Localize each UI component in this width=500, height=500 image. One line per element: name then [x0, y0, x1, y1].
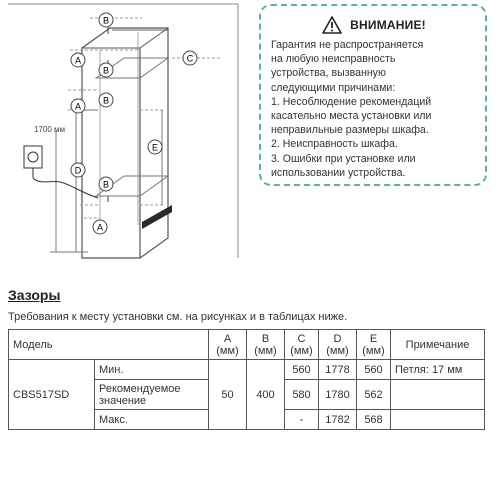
a-value: 50: [209, 360, 247, 430]
header-c: C (мм): [285, 330, 319, 360]
warning-title: ВНИМАНИЕ!: [350, 18, 426, 32]
row-label: Макс.: [95, 410, 209, 430]
row-label: Мин.: [95, 360, 209, 380]
power-cable: [33, 178, 98, 198]
svg-text:B: B: [102, 179, 110, 190]
label-b-lower: [99, 177, 113, 191]
warning-line: использовании устройства.: [271, 166, 406, 179]
e-value: 562: [357, 380, 391, 410]
svg-text:D: D: [74, 165, 82, 176]
svg-text:E: E: [151, 142, 159, 153]
label-d: [71, 163, 85, 177]
e-value: 560: [357, 360, 391, 380]
warning-line: устройства, вызванную: [271, 67, 386, 80]
installation-diagram: [0, 0, 245, 260]
model-cell: CBS517SD: [9, 360, 95, 430]
svg-text:B: B: [102, 65, 110, 76]
b-value: 400: [247, 360, 285, 430]
warning-box: [259, 4, 487, 186]
gaps-table: [8, 329, 485, 430]
warning-text: [271, 38, 477, 180]
header-e: E (мм): [357, 330, 391, 360]
label-a-top: [71, 53, 85, 67]
label-c: [183, 51, 197, 65]
header-a: A (мм): [209, 330, 247, 360]
warning-line: на любую неисправность: [271, 53, 396, 66]
warning-line: касательно места установки или: [271, 110, 432, 123]
warning-line: 3. Ошибки при установке или: [271, 152, 416, 165]
warning-line: Гарантия не распространяется: [271, 39, 424, 51]
header-model: Модель: [9, 330, 209, 360]
warning-line: 1. Несоблюдение рекомендаций: [271, 95, 432, 108]
d-value: 1778: [319, 360, 357, 380]
svg-text:A: A: [74, 55, 82, 66]
svg-text:B: B: [102, 15, 110, 26]
svg-text:A: A: [96, 222, 104, 233]
note-empty: [391, 380, 485, 410]
table-row: [9, 360, 485, 380]
svg-text:B: B: [102, 95, 110, 106]
e-value: 568: [357, 410, 391, 430]
c-value: 580: [285, 380, 319, 410]
label-e: [148, 140, 162, 154]
header-b: B (мм): [247, 330, 285, 360]
section-subtitle: Требования к месту установки см. на рисунках и в таблицах ниже.: [8, 311, 348, 323]
warning-header: [271, 16, 477, 34]
header-d: D (мм): [319, 330, 357, 360]
c-value: 560: [285, 360, 319, 380]
row-label: Рекомендуемое значение: [95, 380, 209, 410]
label-a-middle: [71, 99, 85, 113]
height-label: 1700 мм: [34, 125, 66, 134]
label-a-bottom: [93, 220, 107, 234]
note-value: Петля: 17 мм: [391, 360, 485, 380]
warning-line: следующими причинами:: [271, 81, 396, 94]
note-empty: [391, 410, 485, 430]
section-title: Зазоры: [8, 287, 61, 303]
header-note: Примечание: [391, 330, 485, 360]
warning-triangle-icon: [322, 16, 342, 34]
label-b-upper: [99, 63, 113, 77]
label-b-top: [99, 13, 113, 27]
warning-line: неправильные размеры шкафа.: [271, 124, 429, 137]
table-header-row: [9, 330, 485, 360]
socket-icon: [24, 146, 42, 168]
svg-text:C: C: [186, 53, 194, 64]
cabinet-top-side: [140, 28, 168, 48]
svg-text:A: A: [74, 101, 82, 112]
d-value: 1780: [319, 380, 357, 410]
c-value: -: [285, 410, 319, 430]
d-value: 1782: [319, 410, 357, 430]
warning-line: 2. Неисправность шкафа.: [271, 138, 398, 151]
label-b-middle: [99, 93, 113, 107]
